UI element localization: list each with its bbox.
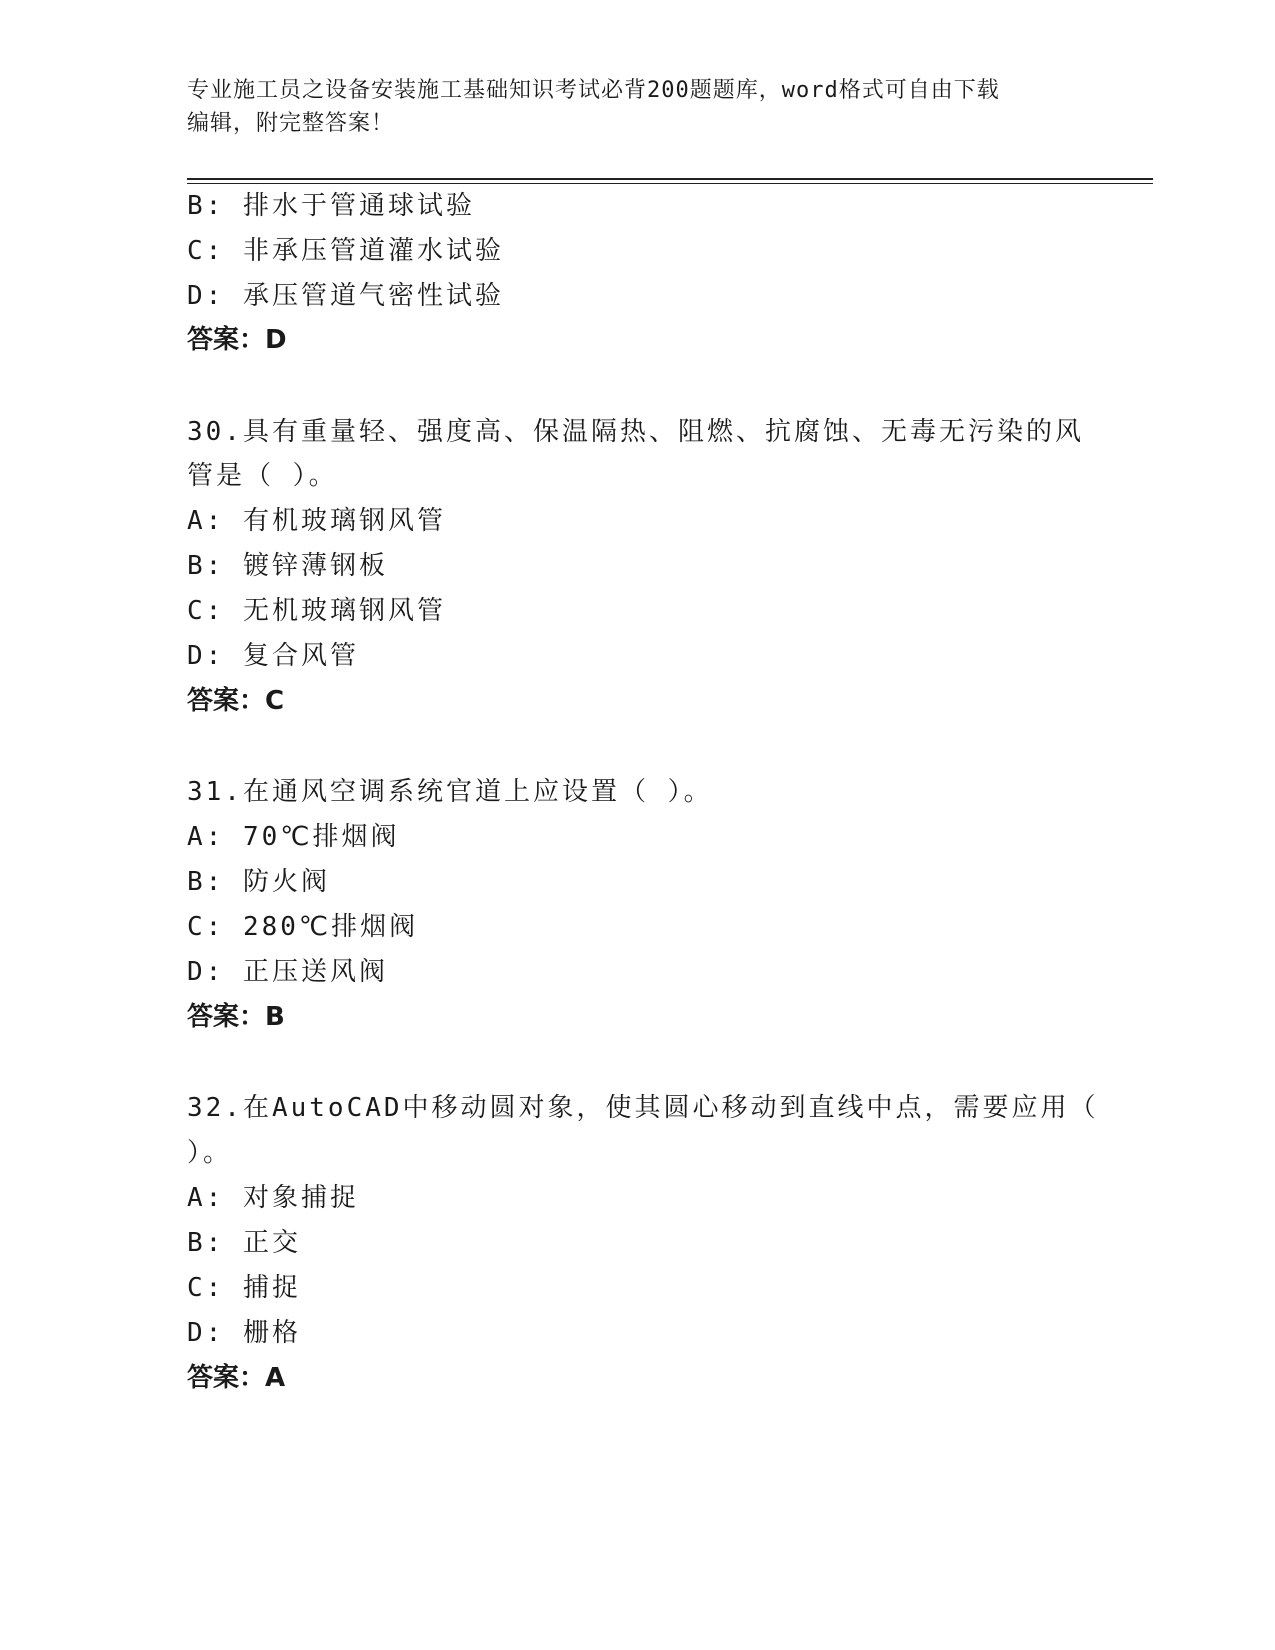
q31-option-c: C: 280℃排烟阀 (187, 912, 419, 942)
header-divider-thick (187, 178, 1153, 180)
q30-stem-line-1: 30.具有重量轻、强度高、保温隔热、阻燃、抗腐蚀、无毒无污染的风 (187, 417, 1084, 447)
q30-stem-line-2: 管是（ ）。 (187, 461, 338, 491)
q32-option-c: C: 捕捉 (187, 1273, 301, 1303)
q32-answer: 答案：A (187, 1363, 286, 1393)
document-header (187, 74, 1087, 140)
q31-stem-line-1: 31.在通风空调系统官道上应设置（ ）。 (187, 777, 713, 807)
q32-stem-line-1: 32.在AutoCAD中移动圆对象，使其圆心移动到直线中点，需要应用（ (187, 1093, 1099, 1123)
q31-option-d: D: 正压送风阀 (187, 957, 388, 987)
q30-option-b: B: 镀锌薄钢板 (187, 551, 388, 581)
header-title-line-2: 编辑，附完整答案！ (187, 111, 395, 136)
q31-answer: 答案：B (187, 1002, 285, 1032)
q30-option-c: C: 无机玻璃钢风管 (187, 596, 446, 626)
q29-option-d: D: 承压管道气密性试验 (187, 281, 504, 311)
header-title-line-1: 专业施工员之设备安装施工基础知识考试必背200题题库，word格式可自由下载 (187, 78, 1000, 103)
q32-option-d: D: 栅格 (187, 1318, 301, 1348)
q30-option-d: D: 复合风管 (187, 641, 359, 671)
q32-stem-line-2: ）。 (187, 1138, 233, 1168)
header-divider-thin (187, 183, 1153, 184)
q29-option-b: B: 排水于管通球试验 (187, 191, 475, 221)
q30-option-a: A: 有机玻璃钢风管 (187, 506, 446, 536)
q32-option-b: B: 正交 (187, 1228, 301, 1258)
q30-answer: 答案：C (187, 686, 285, 716)
q29-option-c: C: 非承压管道灌水试验 (187, 236, 504, 266)
q31-option-a: A: 70℃排烟阀 (187, 822, 400, 852)
q31-option-b: B: 防火阀 (187, 867, 330, 897)
q32-option-a: A: 对象捕捉 (187, 1183, 359, 1213)
q29-answer: 答案：D (187, 325, 287, 355)
